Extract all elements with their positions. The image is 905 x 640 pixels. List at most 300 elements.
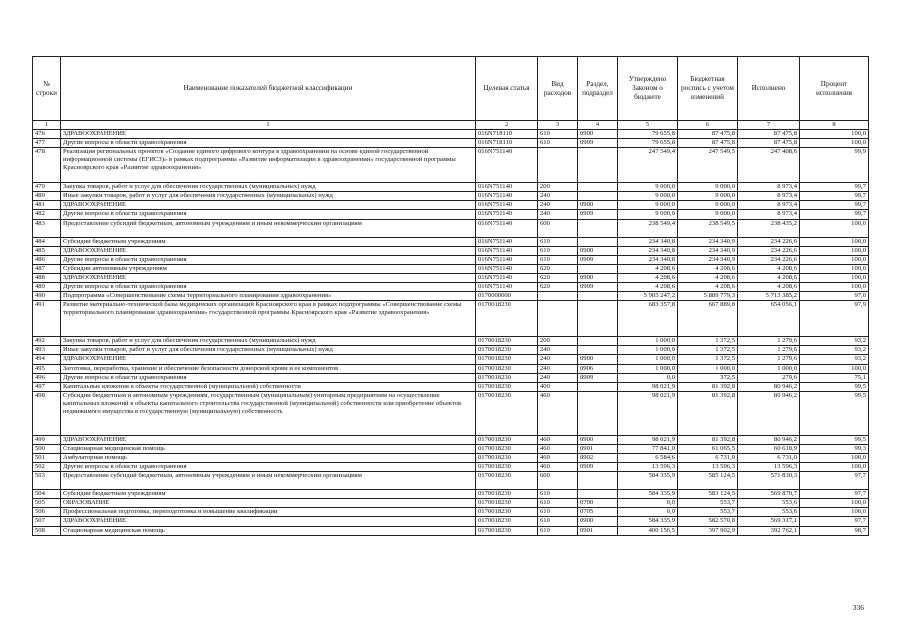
approved-amount: 400 156,5 (618, 526, 678, 535)
expense-type-code (538, 292, 578, 301)
table-row (33, 292, 869, 301)
executed-amount: 553,6 (738, 508, 800, 517)
target-article-code: 0170018230 (476, 472, 538, 490)
execution-percent: 97,9 (800, 301, 869, 337)
target-article-code: 016N751140 (476, 273, 538, 282)
execution-percent: 99,5 (800, 435, 869, 444)
execution-percent: 97,7 (800, 517, 869, 526)
budget-schedule-amount: 87 475,8 (678, 139, 738, 148)
section-code: 0700 (578, 499, 618, 508)
budget-schedule-amount: 87 475,8 (678, 130, 738, 139)
row-number: 502 (33, 463, 61, 472)
expense-type-code: 460 (538, 463, 578, 472)
executed-amount: 60 618,9 (738, 444, 800, 453)
target-article-code: 0170018230 (476, 508, 538, 517)
indicator-name: Другие вопросы в области здравоохранения (61, 139, 476, 148)
row-number: 501 (33, 453, 61, 462)
section-code: 0909 (578, 463, 618, 472)
budget-execution-table (32, 56, 869, 536)
indicator-name: Предоставление субсидий бюджетным, автономным учреждениям и иным некоммерческим организациям (61, 472, 476, 490)
approved-amount: 0,0 (618, 499, 678, 508)
column-number: 1 (61, 121, 476, 130)
execution-percent: 99,7 (800, 192, 869, 201)
approved-amount: 584 335,9 (618, 472, 678, 490)
executed-amount: 654 056,1 (738, 301, 800, 337)
section-code: 0900 (578, 130, 618, 139)
execution-percent: 99,5 (800, 382, 869, 391)
row-number: 505 (33, 499, 61, 508)
executed-amount: 13 596,3 (738, 463, 800, 472)
row-number: 484 (33, 237, 61, 246)
expense-type-code: 610 (538, 139, 578, 148)
table-row (33, 517, 869, 526)
column-number: 2 (476, 121, 538, 130)
executed-amount: 4 208,6 (738, 273, 800, 282)
section-code: 0900 (578, 201, 618, 210)
expense-type-code: 610 (538, 246, 578, 255)
execution-percent: 100,0 (800, 508, 869, 517)
section-code (578, 292, 618, 301)
approved-amount: 5 905 247,2 (618, 292, 678, 301)
execution-percent: 99,5 (800, 391, 869, 435)
approved-amount: 584 335,9 (618, 490, 678, 499)
table-row (33, 355, 869, 364)
table-row (33, 337, 869, 346)
execution-percent: 99,3 (800, 444, 869, 453)
expense-type-code: 620 (538, 264, 578, 273)
execution-percent: 99,7 (800, 183, 869, 192)
section-code: 0900 (578, 273, 618, 282)
table-row (33, 130, 869, 139)
budget-schedule-amount: 81 392,8 (678, 391, 738, 435)
expense-type-code: 240 (538, 201, 578, 210)
column-number: 8 (800, 121, 869, 130)
budget-schedule-amount: 9 000,0 (678, 210, 738, 219)
section-code: 0900 (578, 435, 618, 444)
section-code (578, 192, 618, 201)
row-number: 489 (33, 283, 61, 292)
budget-schedule-amount: 1 000,0 (678, 364, 738, 373)
target-article-code: 016N751140 (476, 201, 538, 210)
section-code: 0900 (578, 246, 618, 255)
table-row (33, 373, 869, 382)
row-number: 500 (33, 444, 61, 453)
table-row (33, 463, 869, 472)
header-expense-type: Вид расходов (538, 57, 578, 121)
row-number: 477 (33, 139, 61, 148)
budget-schedule-amount: 234 340,9 (678, 237, 738, 246)
budget-schedule-amount: 5 889 779,3 (678, 292, 738, 301)
indicator-name: Субсидии бюджетным учреждениям (61, 490, 476, 499)
column-number: 3 (538, 121, 578, 130)
target-article-code: 0170000000 (476, 292, 538, 301)
approved-amount: 4 208,6 (618, 264, 678, 273)
executed-amount: 238 435,2 (738, 219, 800, 237)
expense-type-code: 460 (538, 391, 578, 435)
approved-amount: 683 357,8 (618, 301, 678, 337)
executed-amount: 4 208,6 (738, 264, 800, 273)
approved-amount: 4 208,6 (618, 273, 678, 282)
executed-amount: 1 279,6 (738, 346, 800, 355)
section-code: 0909 (578, 283, 618, 292)
target-article-code: 0170018230 (476, 373, 538, 382)
section-code: 0901 (578, 444, 618, 453)
executed-amount: 8 973,4 (738, 210, 800, 219)
table-row (33, 435, 869, 444)
budget-schedule-amount: 4 208,6 (678, 264, 738, 273)
column-number-row (33, 121, 869, 130)
target-article-code: 016N751140 (476, 246, 538, 255)
row-number: 486 (33, 255, 61, 264)
approved-amount: 6 584,6 (618, 453, 678, 462)
section-code: 0900 (578, 517, 618, 526)
section-code (578, 346, 618, 355)
row-number: 503 (33, 472, 61, 490)
target-article-code: 016N718110 (476, 139, 538, 148)
indicator-name: ЗДРАВООХРАНЕНИЕ (61, 130, 476, 139)
approved-amount: 0,0 (618, 373, 678, 382)
indicator-name: Субсидии автономным учреждениям (61, 264, 476, 273)
indicator-name: ОБРАЗОВАНИЕ (61, 499, 476, 508)
target-article-code: 0170018230 (476, 499, 538, 508)
indicator-name: Подпрограмма «Совершенствование схемы территориального планирования здравоохранения» (61, 292, 476, 301)
budget-schedule-amount: 61 065,5 (678, 444, 738, 453)
section-code: 0906 (578, 364, 618, 373)
table-row (33, 453, 869, 462)
executed-amount: 87 475,8 (738, 130, 800, 139)
execution-percent: 93,2 (800, 346, 869, 355)
indicator-name: Предоставление субсидий бюджетным, автономным учреждениям и иным некоммерческим организациям (61, 219, 476, 237)
row-number: 506 (33, 508, 61, 517)
execution-percent: 99,7 (800, 201, 869, 210)
budget-schedule-amount: 1 372,5 (678, 337, 738, 346)
section-code (578, 337, 618, 346)
target-article-code: 0170018230 (476, 355, 538, 364)
indicator-name: Субсидии бюджетным и автономным учреждениям, государственным (муниципальным) унитарным предприятиям на осуществление капитальных вложений в объекты капитального строительства государственной (муниципальной) собственности или приобретение объектов недвижимого имущества в государственную (муниципальную) собственность (61, 391, 476, 435)
execution-percent: 97,7 (800, 490, 869, 499)
approved-amount: 98 021,9 (618, 382, 678, 391)
budget-schedule-amount: 667 889,8 (678, 301, 738, 337)
target-article-code: 0170018230 (476, 435, 538, 444)
row-number: 483 (33, 219, 61, 237)
column-number: 4 (578, 121, 618, 130)
approved-amount: 13 596,3 (618, 463, 678, 472)
execution-percent: 100,0 (800, 246, 869, 255)
expense-type-code: 600 (538, 219, 578, 237)
table-row (33, 444, 869, 453)
target-article-code: 016N751140 (476, 219, 538, 237)
executed-amount: 234 226,6 (738, 237, 800, 246)
target-article-code: 0170018230 (476, 526, 538, 535)
indicator-name: Иные закупки товаров, работ и услуг для обеспечения государственных (муниципальных) нужд (61, 346, 476, 355)
budget-schedule-amount: 238 549,5 (678, 219, 738, 237)
approved-amount: 9 000,0 (618, 201, 678, 210)
table-row (33, 382, 869, 391)
table-row (33, 346, 869, 355)
approved-amount: 98 021,9 (618, 435, 678, 444)
budget-schedule-amount: 585 124,5 (678, 472, 738, 490)
expense-type-code: 240 (538, 373, 578, 382)
executed-amount: 8 973,4 (738, 183, 800, 192)
expense-type-code: 610 (538, 130, 578, 139)
section-code: 0909 (578, 255, 618, 264)
expense-type-code: 610 (538, 499, 578, 508)
budget-schedule-amount: 81 392,8 (678, 382, 738, 391)
budget-schedule-amount: 4 208,6 (678, 283, 738, 292)
approved-amount: 79 655,8 (618, 139, 678, 148)
approved-amount: 234 340,8 (618, 237, 678, 246)
budget-schedule-amount: 247 549,5 (678, 148, 738, 183)
execution-percent: 100,0 (800, 255, 869, 264)
table-row (33, 139, 869, 148)
execution-percent: 97,0 (800, 292, 869, 301)
table-row (33, 237, 869, 246)
execution-percent: 100,0 (800, 364, 869, 373)
indicator-name: Капитальные вложения в объекты государственной (муниципальной) собственности (61, 382, 476, 391)
approved-amount: 98 021,9 (618, 391, 678, 435)
approved-amount: 0,0 (618, 508, 678, 517)
execution-percent: 100,0 (800, 219, 869, 237)
table-row (33, 499, 869, 508)
expense-type-code: 610 (538, 526, 578, 535)
section-code: 0901 (578, 526, 618, 535)
column-number: 7 (738, 121, 800, 130)
executed-amount: 553,6 (738, 499, 800, 508)
execution-percent: 98,7 (800, 526, 869, 535)
indicator-name: Профессиональная подготовка, переподготовка и повышение квалификации (61, 508, 476, 517)
header-target-article: Целевая статья (476, 57, 538, 121)
budget-schedule-amount: 234 340,9 (678, 255, 738, 264)
target-article-code: 0170018230 (476, 517, 538, 526)
header-row-number: № строки (33, 57, 61, 121)
expense-type-code: 240 (538, 192, 578, 201)
row-number: 485 (33, 246, 61, 255)
table-row (33, 148, 869, 183)
budget-schedule-amount: 583 124,5 (678, 490, 738, 499)
header-percent: Процент исполнения (800, 57, 869, 121)
approved-amount: 9 000,0 (618, 183, 678, 192)
budget-schedule-amount: 553,7 (678, 508, 738, 517)
row-number: 495 (33, 364, 61, 373)
budget-schedule-amount: 4 208,6 (678, 273, 738, 282)
section-code: 0900 (578, 355, 618, 364)
budget-schedule-amount: 81 392,8 (678, 435, 738, 444)
section-code (578, 490, 618, 499)
target-article-code: 016N751140 (476, 255, 538, 264)
executed-amount: 569 317,1 (738, 517, 800, 526)
table-body (33, 130, 869, 536)
section-code: 0902 (578, 453, 618, 462)
header-indicator-name: Наименование показателей бюджетной классификации (61, 57, 476, 121)
target-article-code: 016N751140 (476, 192, 538, 201)
expense-type-code: 610 (538, 490, 578, 499)
row-number: 504 (33, 490, 61, 499)
execution-percent: 100,0 (800, 463, 869, 472)
section-code (578, 472, 618, 490)
execution-percent: 100,0 (800, 453, 869, 462)
expense-type-code: 240 (538, 355, 578, 364)
budget-schedule-amount: 372,5 (678, 373, 738, 382)
indicator-name: ЗДРАВООХРАНЕНИЕ (61, 355, 476, 364)
table-row (33, 508, 869, 517)
row-number: 507 (33, 517, 61, 526)
approved-amount: 77 841,0 (618, 444, 678, 453)
executed-amount: 4 208,6 (738, 283, 800, 292)
indicator-name: Стационарная медицинская помощь (61, 444, 476, 453)
budget-schedule-amount: 9 000,0 (678, 192, 738, 201)
table-row (33, 219, 869, 237)
approved-amount: 234 340,8 (618, 255, 678, 264)
expense-type-code: 460 (538, 444, 578, 453)
target-article-code: 0170018230 (476, 463, 538, 472)
indicator-name: ЗДРАВООХРАНЕНИЕ (61, 435, 476, 444)
target-article-code: 016N751140 (476, 210, 538, 219)
executed-amount: 234 226,6 (738, 246, 800, 255)
execution-percent: 97,7 (800, 472, 869, 490)
expense-type-code: 610 (538, 255, 578, 264)
section-code: 0909 (578, 139, 618, 148)
expense-type-code: 400 (538, 382, 578, 391)
row-number: 494 (33, 355, 61, 364)
table-row (33, 301, 869, 337)
budget-schedule-amount: 6 731,0 (678, 453, 738, 462)
section-code (578, 183, 618, 192)
budget-schedule-amount: 397 902,9 (678, 526, 738, 535)
executed-amount: 80 946,2 (738, 391, 800, 435)
section-code: 0909 (578, 210, 618, 219)
target-article-code: 0170018230 (476, 382, 538, 391)
expense-type-code: 620 (538, 273, 578, 282)
executed-amount: 1 279,6 (738, 337, 800, 346)
header-executed: Исполнено (738, 57, 800, 121)
budget-schedule-amount: 553,7 (678, 499, 738, 508)
header-budget-schedule: Бюджетная роспись с учетом изменений (678, 57, 738, 121)
expense-type-code: 610 (538, 237, 578, 246)
execution-percent: 99,7 (800, 210, 869, 219)
section-code: 0705 (578, 508, 618, 517)
execution-percent: 99,9 (800, 148, 869, 183)
executed-amount: 80 946,2 (738, 435, 800, 444)
executed-amount: 5 713 385,2 (738, 292, 800, 301)
table-header (33, 57, 869, 130)
approved-amount: 584 335,9 (618, 517, 678, 526)
table-row (33, 264, 869, 273)
budget-schedule-amount: 9 000,0 (678, 183, 738, 192)
row-number: 479 (33, 183, 61, 192)
header-section: Раздел, подраздел (578, 57, 618, 121)
row-number: 488 (33, 273, 61, 282)
expense-type-code: 610 (538, 517, 578, 526)
approved-amount: 1 000,0 (618, 355, 678, 364)
executed-amount: 392 762,1 (738, 526, 800, 535)
budget-schedule-amount: 1 372,5 (678, 355, 738, 364)
table-row (33, 255, 869, 264)
expense-type-code: 240 (538, 346, 578, 355)
section-code (578, 148, 618, 183)
approved-amount: 4 208,6 (618, 283, 678, 292)
approved-amount: 9 000,0 (618, 192, 678, 201)
table-row (33, 183, 869, 192)
executed-amount: 8 973,4 (738, 192, 800, 201)
indicator-name: Другие вопросы в области здравоохранения (61, 283, 476, 292)
indicator-name: Закупка товаров, работ и услуг для обеспечения государственных (муниципальных) нужд (61, 183, 476, 192)
section-code: 0909 (578, 373, 618, 382)
table-row (33, 472, 869, 490)
approved-amount: 247 549,4 (618, 148, 678, 183)
indicator-name: ЗДРАВООХРАНЕНИЕ (61, 201, 476, 210)
budget-schedule-amount: 13 596,3 (678, 463, 738, 472)
target-article-code: 0170018230 (476, 346, 538, 355)
target-article-code: 0170018230 (476, 453, 538, 462)
indicator-name: Иные закупки товаров, работ и услуг для обеспечения государственных (муниципальных) нужд (61, 192, 476, 201)
target-article-code: 0170018230 (476, 301, 538, 337)
target-article-code: 0170018230 (476, 391, 538, 435)
executed-amount: 569 870,7 (738, 490, 800, 499)
execution-percent: 100,0 (800, 130, 869, 139)
executed-amount: 8 973,4 (738, 201, 800, 210)
target-article-code: 016N751140 (476, 264, 538, 273)
executed-amount: 1 279,6 (738, 355, 800, 364)
target-article-code: 016N751140 (476, 237, 538, 246)
target-article-code: 0170018230 (476, 444, 538, 453)
row-number: 482 (33, 210, 61, 219)
target-article-code: 016N751140 (476, 148, 538, 183)
expense-type-code: 200 (538, 183, 578, 192)
approved-amount: 238 549,4 (618, 219, 678, 237)
expense-type-code: 610 (538, 508, 578, 517)
execution-percent: 75,1 (800, 373, 869, 382)
section-code (578, 301, 618, 337)
expense-type-code: 460 (538, 453, 578, 462)
approved-amount: 1 000,0 (618, 337, 678, 346)
executed-amount: 80 946,2 (738, 382, 800, 391)
table-row (33, 283, 869, 292)
column-number: 1 (33, 121, 61, 130)
indicator-name: Другие вопросы в области здравоохранения (61, 373, 476, 382)
indicator-name: Другие вопросы в области здравоохранения (61, 463, 476, 472)
expense-type-code: 600 (538, 472, 578, 490)
expense-type-code: 620 (538, 283, 578, 292)
section-code (578, 382, 618, 391)
execution-percent: 100,0 (800, 499, 869, 508)
row-number: 487 (33, 264, 61, 273)
expense-type-code: 240 (538, 364, 578, 373)
row-number: 476 (33, 130, 61, 139)
approved-amount: 9 000,0 (618, 210, 678, 219)
column-number: 6 (678, 121, 738, 130)
budget-schedule-amount: 1 372,5 (678, 346, 738, 355)
approved-amount: 234 340,8 (618, 246, 678, 255)
execution-percent: 100,0 (800, 283, 869, 292)
budget-schedule-amount: 582 570,8 (678, 517, 738, 526)
indicator-name: ЗДРАВООХРАНЕНИЕ (61, 246, 476, 255)
indicator-name: Закупка товаров, работ и услуг для обеспечения государственных (муниципальных) нужд (61, 337, 476, 346)
table-row (33, 490, 869, 499)
row-number: 490 (33, 292, 61, 301)
target-article-code: 016N718110 (476, 130, 538, 139)
expense-type-code: 240 (538, 210, 578, 219)
indicator-name: Развитие материально-технической базы медицинских организаций Красноярского края в рамках подпрограммы «Совершенствование схемы территориального планирования здравоохранения» государственной программы Красноярского края «Развитие здравоохранения» (61, 301, 476, 337)
executed-amount: 87 475,8 (738, 139, 800, 148)
execution-percent: 100,0 (800, 273, 869, 282)
budget-schedule-amount: 9 000,0 (678, 201, 738, 210)
execution-percent: 93,2 (800, 355, 869, 364)
row-number: 493 (33, 346, 61, 355)
table-row (33, 364, 869, 373)
executed-amount: 6 731,0 (738, 453, 800, 462)
row-number: 496 (33, 373, 61, 382)
table-row (33, 192, 869, 201)
